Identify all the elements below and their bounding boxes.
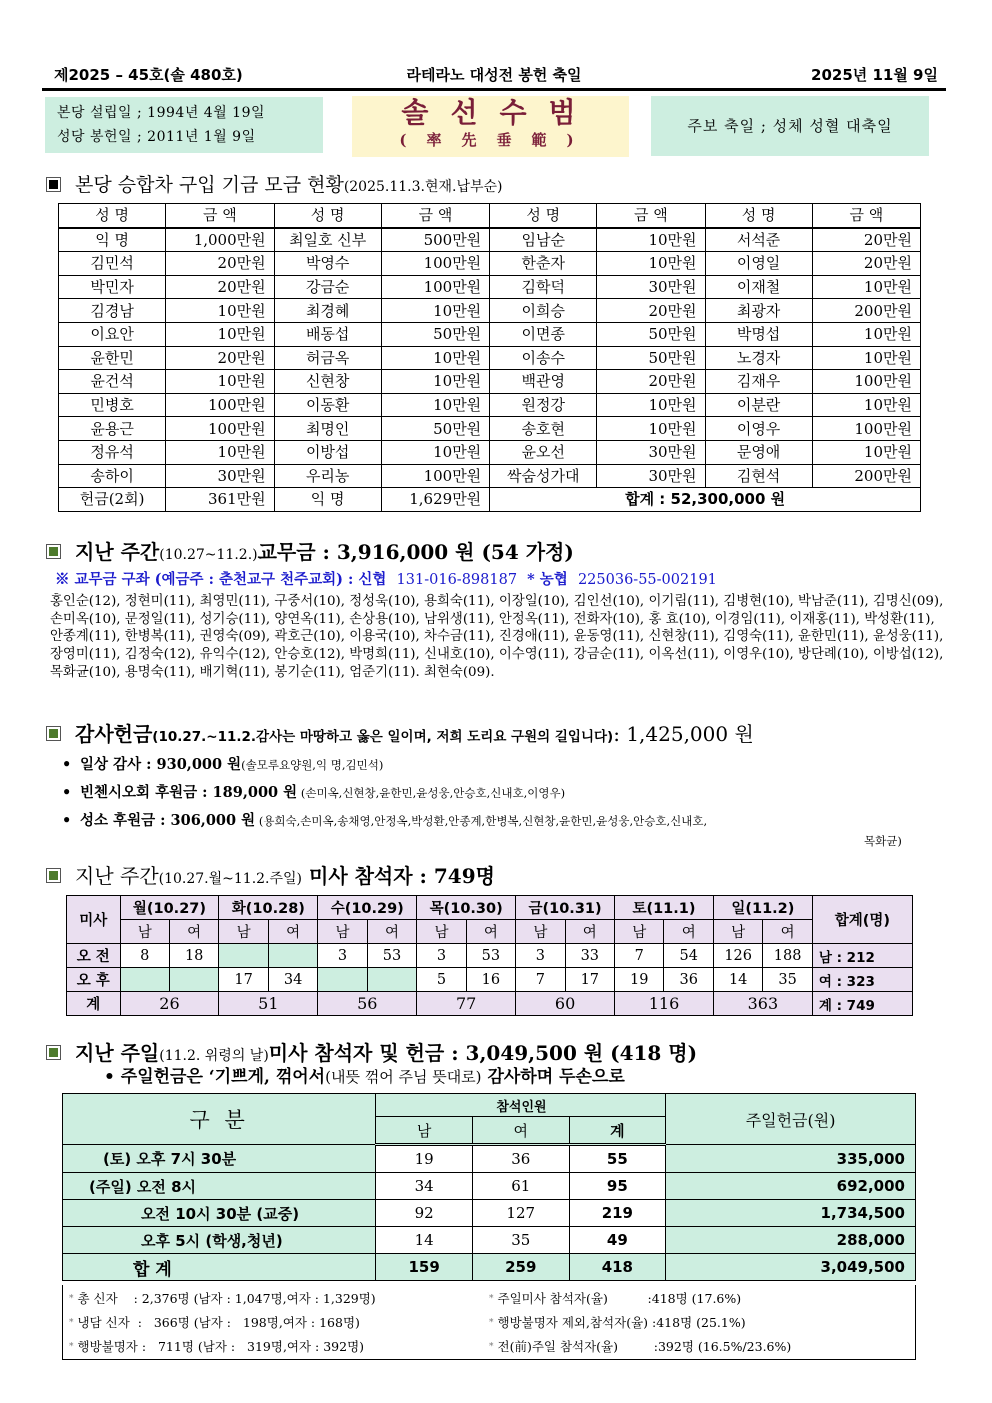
stat-line <box>69 1311 376 1335</box>
female-count: 53 <box>367 944 416 968</box>
male-count: 3 <box>516 944 565 968</box>
session-label: 오 후 <box>67 968 121 992</box>
section-marker-icon <box>46 868 61 883</box>
donor-amount: 30만원 <box>597 275 705 299</box>
col-amount-header: 금 액 <box>597 204 705 228</box>
female-header: 여 <box>466 920 515 944</box>
asterisk-icon: * <box>69 1318 74 1328</box>
dues-period: (10.27~11.2.) <box>159 547 258 563</box>
mass-pm-row <box>67 968 913 992</box>
donor-amount: 100만원 <box>381 275 489 299</box>
fund-header-row <box>59 204 921 228</box>
female-header: 여 <box>763 920 812 944</box>
donor-name: 이영우 <box>705 417 812 441</box>
donor-amount: 10만원 <box>381 370 489 394</box>
donor-name: 김경남 <box>59 299 166 323</box>
male-header: 남 <box>615 920 664 944</box>
col-name-header: 성 명 <box>59 204 166 228</box>
male-header: 남 <box>516 920 565 944</box>
fund-title: 본당 승합차 구입 기금 모금 현황 <box>75 174 344 196</box>
donor-name: 최일호 신부 <box>274 228 381 252</box>
male-count: 19 <box>376 1145 473 1173</box>
donor-name: 이방섭 <box>274 440 381 464</box>
female-count: 34 <box>268 968 317 992</box>
thanks-title: 감사헌금 <box>75 722 153 746</box>
female-count: 33 <box>565 944 614 968</box>
asterisk-icon: * <box>489 1294 494 1304</box>
total-header: 합계(명) <box>812 896 912 944</box>
male-count: 17 <box>219 968 268 992</box>
donor-amount: 10만원 <box>597 417 705 441</box>
female-count: 16 <box>466 968 515 992</box>
sunday-note <box>104 1062 625 1087</box>
stats-left-column <box>69 1287 376 1359</box>
stat-line <box>489 1311 791 1335</box>
female-count: 36 <box>664 968 713 992</box>
fund-row <box>59 464 921 488</box>
gender-total: 남 : 212 <box>812 944 912 968</box>
donor-name: 싹숨성가대 <box>490 464 597 488</box>
fund-table <box>58 203 921 512</box>
mass-section-heading <box>46 860 495 889</box>
dedicated-date: 성당 봉헌일 ; 2011년 1월 9일 <box>57 129 256 145</box>
donor-name: 이요안 <box>59 322 166 346</box>
thanks-item-label: 일상 감사 : 930,000 원 <box>80 756 242 773</box>
mass-attendance-table <box>66 895 913 1016</box>
day-sum: 56 <box>318 992 417 1016</box>
donor-amount: 20만원 <box>812 252 920 276</box>
offering-amount: 288,000 <box>666 1227 916 1254</box>
donor-amount: 500만원 <box>381 228 489 252</box>
dues-account-line <box>55 568 717 589</box>
female-count: 17 <box>565 968 614 992</box>
mass-gender-header-row <box>67 920 913 944</box>
donor-amount: 100만원 <box>381 252 489 276</box>
mass-time: (주일) 오전 8시 <box>63 1173 376 1200</box>
fund-row <box>59 440 921 464</box>
donor-amount: 50만원 <box>381 322 489 346</box>
donor-name: 김학덕 <box>490 275 597 299</box>
mass-corner-header: 미사 <box>67 896 121 944</box>
nonghyup-label: * 농협 <box>527 571 568 588</box>
fund-row <box>59 393 921 417</box>
donor-amount: 10만원 <box>166 299 274 323</box>
male-header: 남 <box>713 920 762 944</box>
donor-amount: 10만원 <box>597 393 705 417</box>
motto-box <box>352 96 629 157</box>
donor-name: 익 명 <box>59 228 166 252</box>
day-header: 수(10.29) <box>318 896 417 920</box>
donor-name: 우리농 <box>274 464 381 488</box>
donor-name: 윤오선 <box>490 440 597 464</box>
male-header: 남 <box>219 920 268 944</box>
stat-text: 행방불명자 : 711명 (남자 : 319명,여자 : 392명) <box>77 1339 365 1354</box>
col-amount-header: 금 액 <box>812 204 920 228</box>
donor-name: 최경혜 <box>274 299 381 323</box>
day-sum: 77 <box>417 992 516 1016</box>
sunday-date: (11.2. 위령의 날) <box>159 1048 269 1064</box>
female-count: 127 <box>472 1200 569 1227</box>
sunday-note-a: • 주일헌금은 ‘기쁘게, 꺾어서 <box>104 1067 326 1087</box>
col-name-header: 성 명 <box>490 204 597 228</box>
donor-amount: 100만원 <box>812 417 920 441</box>
sunday-total: 미사 참석자 및 헌금 : 3,049,500 원 (418 명) <box>268 1041 698 1065</box>
asterisk-icon: * <box>69 1294 74 1304</box>
col-amount-header: 금 액 <box>166 204 274 228</box>
mass-total: 미사 참석자 : 749명 <box>302 864 495 888</box>
col-name-header: 성 명 <box>705 204 812 228</box>
donor-amount: 10만원 <box>812 322 920 346</box>
thanks-item-names: (용희숙,손미옥,송채영,안정옥,박성환,안종계,한병복,신현창,윤한민,윤성웅,안승호,신내호, <box>255 814 708 828</box>
fund-last-row <box>59 488 921 512</box>
nonghyup-account-number: 225036-55-002191 <box>577 572 717 588</box>
donor-name: 서석준 <box>705 228 812 252</box>
fund-row <box>59 228 921 252</box>
fund-total: 합계 : 52,300,000 원 <box>490 488 921 512</box>
donor-amount: 20만원 <box>812 228 920 252</box>
donor-name: 이분란 <box>705 393 812 417</box>
dues-section-heading <box>46 536 574 565</box>
male-header: 남 <box>376 1117 473 1145</box>
feast-box: 주보 축일 ; 성체 성혈 대축일 <box>651 96 929 156</box>
thanks-item: • 일상 감사 : 930,000 원(솔모루요양원,익 명,김민석) <box>62 756 384 773</box>
stat-text: 행방불명자 제외,참석자(율) :418명 (25.1%) <box>497 1315 746 1330</box>
fund-row <box>59 299 921 323</box>
male-count: 34 <box>376 1173 473 1200</box>
donor-name: 이영일 <box>705 252 812 276</box>
donor-name: 정유석 <box>59 440 166 464</box>
donor-amount: 10만원 <box>812 440 920 464</box>
female-count <box>367 968 416 992</box>
offering-amount: 335,000 <box>666 1145 916 1173</box>
sum-count: 219 <box>569 1200 666 1227</box>
donor-amount: 20만원 <box>166 346 274 370</box>
col-name-header: 성 명 <box>274 204 381 228</box>
motto-hangul: 솔선수범 <box>401 96 598 129</box>
donor-name: 이희승 <box>490 299 597 323</box>
mass-time: 오전 10시 30분 (교중) <box>63 1200 376 1227</box>
asterisk-icon: * <box>489 1318 494 1328</box>
donor-amount: 10만원 <box>812 275 920 299</box>
female-header: 여 <box>565 920 614 944</box>
male-header: 남 <box>318 920 367 944</box>
donor-amount: 30만원 <box>166 464 274 488</box>
sunday-note-b: (내뜻 꺾어 주님 뜻대로) <box>325 1068 482 1086</box>
offering-header: 주일헌금(원) <box>666 1094 916 1145</box>
donor-amount: 200만원 <box>812 299 920 323</box>
donor-amount: 20만원 <box>597 299 705 323</box>
female-count <box>169 968 218 992</box>
sunday-mass-row <box>63 1200 916 1227</box>
donor-amount: 10만원 <box>812 346 920 370</box>
donor-amount: 30만원 <box>597 464 705 488</box>
donor-name: 이동환 <box>274 393 381 417</box>
donor-name: 신현창 <box>274 370 381 394</box>
asterisk-icon: * <box>489 1342 494 1352</box>
parish-info-box <box>45 97 323 153</box>
sunday-mass-row <box>63 1145 916 1173</box>
female-total: 259 <box>472 1254 569 1281</box>
col-amount-header: 금 액 <box>381 204 489 228</box>
day-sum: 60 <box>516 992 615 1016</box>
fund-row <box>59 370 921 394</box>
asterisk-icon: * <box>69 1342 74 1352</box>
male-count: 3 <box>318 944 367 968</box>
female-count: 53 <box>466 944 515 968</box>
donor-name: 허금옥 <box>274 346 381 370</box>
thanks-item-label: 빈첸시오회 후원금 : 189,000 원 <box>80 784 298 801</box>
female-header: 여 <box>664 920 713 944</box>
stat-line <box>489 1287 791 1311</box>
male-count: 7 <box>516 968 565 992</box>
female-header: 여 <box>472 1117 569 1145</box>
total-label: 합 계 <box>63 1254 376 1281</box>
bulletin-header <box>42 62 946 91</box>
donor-name: 문영애 <box>705 440 812 464</box>
donor-amount: 10만원 <box>597 252 705 276</box>
day-sum: 363 <box>713 992 812 1016</box>
stat-text: 냉담 신자 : 366명 (남자 : 198명,여자 : 168명) <box>77 1315 360 1330</box>
donor-name: 윤한민 <box>59 346 166 370</box>
donor-amount: 200만원 <box>812 464 920 488</box>
donor-amount: 10만원 <box>166 322 274 346</box>
donor-name: 박민자 <box>59 275 166 299</box>
donor-name: 김현석 <box>705 464 812 488</box>
fund-section-heading <box>46 170 503 197</box>
fund-row <box>59 252 921 276</box>
mass-title: 지난 주간 <box>75 864 159 888</box>
donor-amount: 361만원 <box>166 488 274 512</box>
thanks-item-names-cont: 목화균) <box>864 834 902 848</box>
offering-amount: 692,000 <box>666 1173 916 1200</box>
male-count: 92 <box>376 1200 473 1227</box>
donor-name: 윤용근 <box>59 417 166 441</box>
day-sum: 26 <box>120 992 219 1016</box>
section-marker-icon <box>46 1045 61 1060</box>
donor-amount: 20만원 <box>166 252 274 276</box>
donor-name: 김재우 <box>705 370 812 394</box>
day-header: 목(10.30) <box>417 896 516 920</box>
donor-amount: 1,000만원 <box>166 228 274 252</box>
donor-name: 최광자 <box>705 299 812 323</box>
dues-donor-list: 홍인순(12), 정현미(11), 최영민(11), 구중서(10), 정성욱(10), 용희숙(11), 이장일(10), 김인선(10), 이기림(11), 김병현(10), 박남준(11), 김명신(09), 손미옥(10), 문정일(11), 성기승(11), 양연옥(11), 손상용(10), 남위생(11), 안정옥(11), 전화자(10), 홍 효(10), 이경임(11), 이재홍(11), 박성환(11), 안종계(11), 한병복(11), 권영숙(09), 곽호근(10), 이용국(10), 차수금(11), 진경애(11), 윤동영(11), 신현창(11), 김영숙(11), 윤한민(11), 윤성웅(11), 장영미(11), 김정숙(12), 유익수(12), 안승호(12), 박명희(11), 신내호(10), 이수영(11), 강금순(11), 이옥선(11), 이영우(10), 방단례(10), 이방섭(12), 목화균(10), 용명숙(11), 배기혁(11), 봉기순(11), 엄준기(11). 최현숙(09). <box>50 594 944 680</box>
donor-name: 배동섭 <box>274 322 381 346</box>
donor-name: 최명인 <box>274 417 381 441</box>
thanks-item: • 성소 후원금 : 306,000 원 (용희숙,손미옥,송채영,안정옥,박성환,안종계,한병복,신현창,윤한민,윤성웅,안승호,신내호, <box>62 812 708 829</box>
male-count: 19 <box>615 968 664 992</box>
motto-hanja: (率先垂範) <box>399 131 594 149</box>
donor-name: 송호현 <box>490 417 597 441</box>
sum-count: 55 <box>569 1145 666 1173</box>
day-header: 월(10.27) <box>120 896 219 920</box>
day-header: 금(10.31) <box>516 896 615 920</box>
category-header: 구 분 <box>63 1094 376 1145</box>
male-count: 126 <box>713 944 762 968</box>
donor-amount: 50만원 <box>381 417 489 441</box>
donor-amount: 10만원 <box>166 370 274 394</box>
male-count: 14 <box>713 968 762 992</box>
donor-name: 헌금(2회) <box>59 488 166 512</box>
mass-time: 오후 5시 (학생,청년) <box>63 1227 376 1254</box>
female-header: 여 <box>367 920 416 944</box>
shinhyup-account-number: 131-016-898187 <box>396 572 518 588</box>
donor-name: 원정강 <box>490 393 597 417</box>
male-count: 8 <box>120 944 169 968</box>
gender-total: 여 : 323 <box>812 968 912 992</box>
dues-title: 지난 주간 <box>75 540 160 564</box>
day-header: 토(11.1) <box>615 896 714 920</box>
day-sum: 51 <box>219 992 318 1016</box>
stats-right-column <box>489 1287 791 1359</box>
thanks-item-label: 성소 후원금 : 306,000 원 <box>80 812 256 829</box>
donor-amount: 50만원 <box>597 322 705 346</box>
donor-amount: 10만원 <box>597 228 705 252</box>
sunday-note-c: 감사하며 두손으로 <box>481 1067 625 1087</box>
sum-header: 계 <box>569 1117 666 1145</box>
parish-stats-box <box>62 1285 916 1360</box>
stat-line <box>69 1335 376 1359</box>
donor-name: 이면종 <box>490 322 597 346</box>
donor-amount: 1,629만원 <box>381 488 489 512</box>
donor-name: 송하이 <box>59 464 166 488</box>
donor-amount: 100만원 <box>812 370 920 394</box>
donor-amount: 10만원 <box>381 346 489 370</box>
stat-text: 주일미사 참석자(율) :418명 (17.6%) <box>497 1291 742 1306</box>
day-header: 일(11.2) <box>713 896 812 920</box>
donor-name: 노경자 <box>705 346 812 370</box>
female-count: 54 <box>664 944 713 968</box>
donor-name: 한춘자 <box>490 252 597 276</box>
donor-amount: 100만원 <box>166 417 274 441</box>
male-count: 5 <box>417 968 466 992</box>
mass-day-header-row <box>67 896 913 920</box>
offering-total: 3,049,500 <box>666 1254 916 1281</box>
stat-text: 전(前)주일 참석자(율) :392명 (16.5%/23.6%) <box>497 1339 792 1354</box>
donor-name: 박명섭 <box>705 322 812 346</box>
thanks-item-names: (솔모루요양원,익 명,김민석) <box>241 758 384 772</box>
female-count: 61 <box>472 1173 569 1200</box>
sunday-mass-row <box>63 1227 916 1254</box>
male-count: 7 <box>615 944 664 968</box>
donor-amount: 10만원 <box>812 393 920 417</box>
male-header: 남 <box>417 920 466 944</box>
attendance-header: 참석인원 <box>376 1094 666 1117</box>
sum-total: 418 <box>569 1254 666 1281</box>
fund-row <box>59 275 921 299</box>
mass-period: (10.27.월~11.2.주일) <box>158 871 303 887</box>
donor-amount: 10만원 <box>381 393 489 417</box>
donor-amount: 10만원 <box>381 440 489 464</box>
donor-name: 강금순 <box>274 275 381 299</box>
dues-total: 교무금 : 3,916,000 원 (54 가정) <box>257 540 574 564</box>
donor-name: 임남순 <box>490 228 597 252</box>
stat-line <box>489 1335 791 1359</box>
mass-sum-row <box>67 992 913 1016</box>
day-header: 화(10.28) <box>219 896 318 920</box>
founded-date: 본당 설립일 ; 1994년 4월 19일 <box>57 105 266 121</box>
sum-count: 95 <box>569 1173 666 1200</box>
section-marker-icon <box>46 177 61 192</box>
thanks-section-heading <box>46 718 754 747</box>
feast-title: 라테라노 대성전 봉헌 축일 <box>406 66 582 84</box>
mass-time: (토) 오후 7시 30분 <box>63 1145 376 1173</box>
donor-name: 익 명 <box>274 488 381 512</box>
sunday-title: 지난 주일 <box>75 1041 160 1065</box>
sum-label: 계 <box>67 992 121 1016</box>
sunday-mass-row <box>63 1173 916 1200</box>
thanks-item-names: (손미옥,신현창,윤한민,윤성웅,안승호,신내호,이영우) <box>297 786 566 800</box>
donor-name: 김민석 <box>59 252 166 276</box>
female-count <box>268 944 317 968</box>
issue-number: 제2025 – 45호(솔 480호) <box>54 66 243 84</box>
male-count <box>318 968 367 992</box>
donor-amount: 10만원 <box>166 440 274 464</box>
session-label: 오 전 <box>67 944 121 968</box>
male-count: 3 <box>417 944 466 968</box>
stat-line <box>69 1287 376 1311</box>
grand-total: 계 : 749 <box>812 992 912 1016</box>
donor-amount: 50만원 <box>597 346 705 370</box>
male-count <box>219 944 268 968</box>
donor-name: 윤건석 <box>59 370 166 394</box>
bulletin-date: 2025년 11월 9일 <box>811 66 938 84</box>
sum-count: 49 <box>569 1227 666 1254</box>
fund-row <box>59 346 921 370</box>
male-count: 14 <box>376 1227 473 1254</box>
thanks-subtitle: (10.27.~11.2.감사는 마땅하고 옳은 일이며, 저희 도리요 구원의 길입니다) <box>152 729 614 745</box>
donor-name: 박영수 <box>274 252 381 276</box>
donor-amount: 100만원 <box>166 393 274 417</box>
fund-row <box>59 417 921 441</box>
female-count: 36 <box>472 1145 569 1173</box>
male-header: 남 <box>120 920 169 944</box>
male-count <box>120 968 169 992</box>
female-count: 35 <box>472 1227 569 1254</box>
sunday-total-row <box>63 1254 916 1281</box>
stat-text: 총 신자 : 2,376명 (남자 : 1,047명,여자 : 1,329명) <box>77 1291 376 1306</box>
donor-amount: 100만원 <box>381 464 489 488</box>
donor-name: 이재철 <box>705 275 812 299</box>
day-sum: 116 <box>615 992 714 1016</box>
female-header: 여 <box>268 920 317 944</box>
female-count: 35 <box>763 968 812 992</box>
donor-amount: 30만원 <box>597 440 705 464</box>
female-header: 여 <box>169 920 218 944</box>
thanks-item: • 빈첸시오회 후원금 : 189,000 원 (손미옥,신현창,윤한민,윤성웅,안승호,신내호,이영우) <box>62 784 566 801</box>
female-count: 18 <box>169 944 218 968</box>
fund-row <box>59 322 921 346</box>
section-marker-icon <box>46 726 61 741</box>
mass-am-row <box>67 944 913 968</box>
female-count: 188 <box>763 944 812 968</box>
section-marker-icon <box>46 544 61 559</box>
donor-amount: 10만원 <box>381 299 489 323</box>
donor-name: 백관영 <box>490 370 597 394</box>
offering-amount: 1,734,500 <box>666 1200 916 1227</box>
donor-amount: 20만원 <box>597 370 705 394</box>
donor-name: 민병호 <box>59 393 166 417</box>
thanks-total: : 1,425,000 원 <box>613 722 754 746</box>
donor-amount: 20만원 <box>166 275 274 299</box>
fund-subtitle: (2025.11.3.현재.납부순) <box>343 179 503 195</box>
male-total: 159 <box>376 1254 473 1281</box>
sunday-header-row <box>63 1094 916 1117</box>
donor-name: 이송수 <box>490 346 597 370</box>
sunday-offering-table <box>62 1093 916 1281</box>
account-label: ※ 교무금 구좌 (예금주 : 춘천교구 천주교회) : 신협 <box>55 571 387 588</box>
